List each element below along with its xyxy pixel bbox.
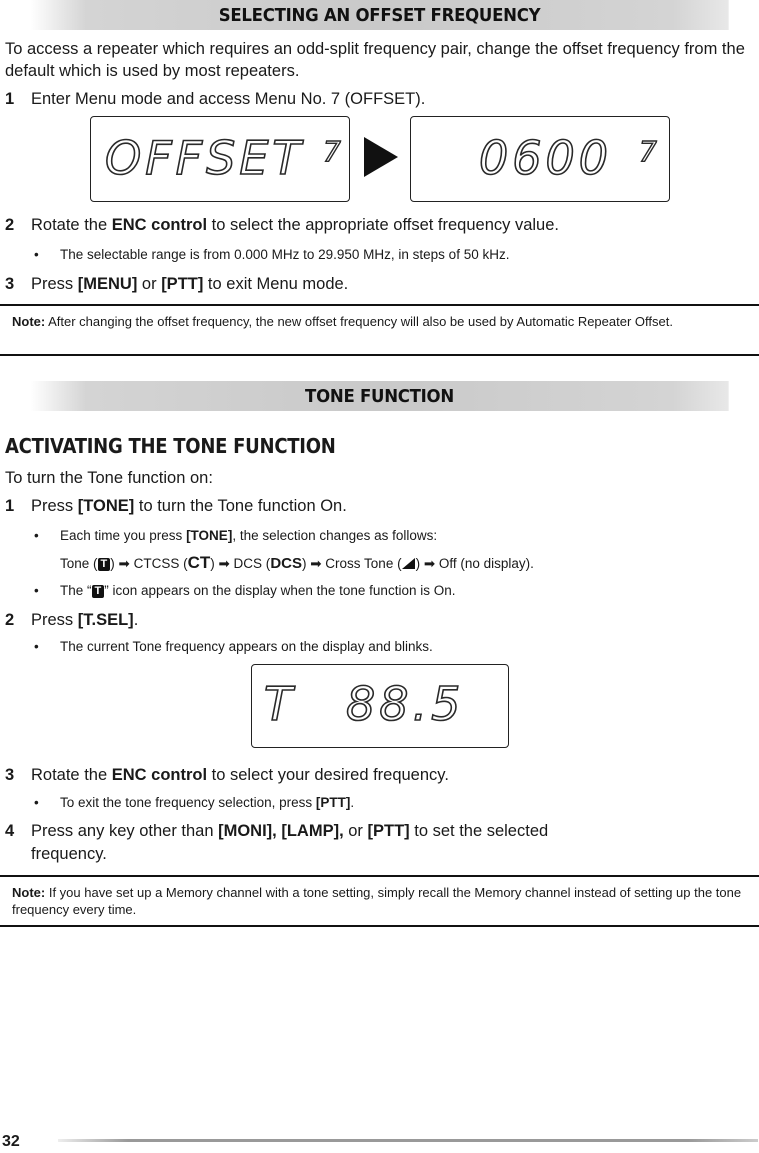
tone-icon: T	[92, 585, 105, 598]
section-banner-offset	[30, 0, 728, 30]
note-rule-top	[0, 304, 759, 306]
subsection-heading: ACTIVATING THE TONE FUNCTION	[5, 434, 336, 458]
note-rule-bottom	[0, 354, 759, 356]
cross-tone-icon	[402, 558, 416, 570]
lcd-menu-number: 7	[323, 135, 341, 168]
tone-intro: To turn the Tone function on:	[5, 469, 213, 487]
section-title: TONE FUNCTION	[305, 385, 454, 407]
lcd-display-value	[410, 116, 670, 202]
bullet-tone-cycle: • Each time you press [TONE], the selection changes as follows:	[34, 528, 438, 543]
footer-rule	[58, 1139, 758, 1142]
note-rule-bottom	[0, 925, 759, 927]
tone-icon: T	[98, 558, 111, 571]
note-offset: Note: After changing the offset frequency, the new offset frequency will also be used by Automatic Repeater Offset.	[12, 314, 673, 329]
bullet-tone-blinks: • The current Tone frequency appears on the display and blinks.	[34, 639, 433, 654]
note-memory: Note: If you have set up a Memory channel with a tone setting, simply recall the Memory channel instead of setting up the tone frequency every time.	[12, 885, 742, 917]
lcd-offset-text: OFFSET	[105, 131, 305, 185]
dcs-icon: DCS	[270, 555, 302, 572]
lcd-display-tone	[251, 664, 509, 748]
step-2: 2 Rotate the ENC control to select the appropriate offset frequency value.	[5, 216, 559, 234]
lcd-menu-number: 7	[639, 135, 657, 168]
bullet-range: • The selectable range is from 0.000 MHz to 29.950 MHz, in steps of 50 kHz.	[34, 247, 510, 262]
arrow-right-icon	[362, 135, 400, 179]
lcd-display-offset	[90, 116, 350, 202]
tone-step-4-cont: frequency.	[31, 845, 107, 863]
bullet-tone-icon: • The “ T ” icon appears on the display when the tone function is On.	[34, 583, 456, 598]
tone-step-2: 2 Press [T.SEL].	[5, 611, 139, 629]
note-rule-top	[0, 875, 759, 877]
section-title: SELECTING AN OFFSET FREQUENCY	[218, 4, 541, 26]
step-3: 3 Press [MENU] or [PTT] to exit Menu mode.	[5, 275, 349, 293]
bullet-exit: • To exit the tone frequency selection, press [PTT].	[34, 795, 355, 810]
lcd-tone-frequency: 88.5	[346, 677, 465, 731]
tone-sequence: Tone ( T ) ➡ CTCSS (CT) ➡ DCS (DCS) ➡ Cross Tone ( ) ➡ Off (no display).	[60, 553, 534, 572]
lcd-offset-value: 0600	[479, 131, 613, 185]
lcd-tone-indicator: T	[264, 677, 297, 731]
tone-step-1: 1 Press [TONE] to turn the Tone function On.	[5, 497, 347, 515]
tone-step-4: 4 Press any key other than [MONI], [LAMP], or [PTT] to set the selected	[5, 822, 549, 840]
tone-step-3: 3 Rotate the ENC control to select your desired frequency.	[5, 766, 449, 784]
section-banner-tone	[30, 381, 728, 411]
page-number: 32	[2, 1133, 20, 1150]
intro-paragraph: To access a repeater which requires an odd-split frequency pair, change the offset frequency from the default which is used by most repeaters.	[5, 40, 745, 80]
step-1: 1 Enter Menu mode and access Menu No. 7 (OFFSET).	[5, 90, 426, 108]
ctcss-icon: CT	[187, 553, 211, 572]
